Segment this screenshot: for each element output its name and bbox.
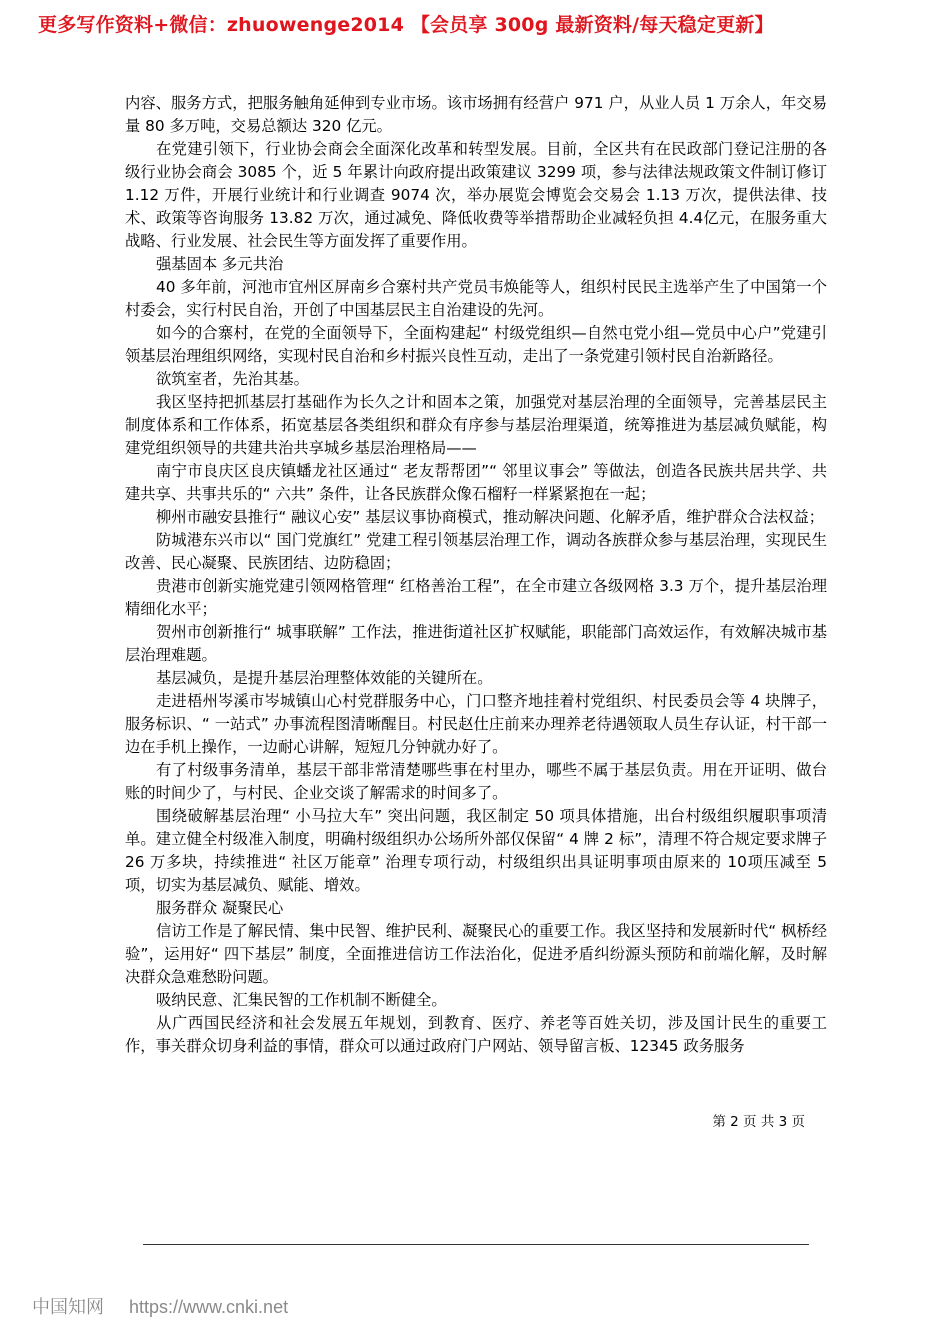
paragraph: 40 多年前，河池市宜州区屏南乡合寨村共产党员韦焕能等人，组织村民民主选举产生了中国第一个村委会，实行村民自治，开创了中国基层民主自治建设的先河。 bbox=[125, 278, 827, 319]
paragraph: 柳州市融安县推行“ 融议心安” 基层议事协商模式，推动解决问题、化解矛盾，维护群众合法权益； bbox=[156, 508, 825, 526]
paragraph: 贵港市创新实施党建引领网格管理“ 红格善治工程”，在全市建立各级网格 3.3 万个，提升基层治理精细化水平； bbox=[125, 577, 827, 618]
promo-banner: 更多写作资料+微信：zhuowenge2014 【会员享 300g 最新资料/每天稳定更新】 bbox=[38, 14, 774, 36]
section-heading: 强基固本 多元共治 bbox=[156, 255, 284, 273]
paragraph: 欲筑室者，先治其基。 bbox=[156, 370, 309, 388]
paragraph: 走进梧州岑溪市岑城镇山心村党群服务中心，门口整齐地挂着村党组织、村民委员会等 4 块牌子，服务标识、“ 一站式” 办事流程图清晰醒目。村民赵仕庄前来办理养老待遇领取人员生存认证，村干部一边在手机上操作，一边耐心讲解，短短几分钟就办好了。 bbox=[125, 692, 827, 756]
paragraph: 基层减负，是提升基层治理整体效能的关键所在。 bbox=[156, 669, 493, 687]
paragraph: 我区坚持把抓基层打基础作为长久之计和固本之策，加强党对基层治理的全面领导，完善基层民主制度体系和工作体系，拓宽基层各类组织和群众有序参与基层治理渠道，统筹推进为基层减负赋能，构建党组织领导的共建共治共享城乡基层治理格局—— bbox=[125, 393, 827, 457]
paragraph: 围绕破解基层治理“ 小马拉大车” 突出问题，我区制定 50 项具体措施，出台村级组织履职事项清单。建立健全村级准入制度，明确村级组织办公场所外部仅保留“ 4 牌 2 标”，清理不符合规定要求牌子 26 万多块，持续推进“ 社区万能章” 治理专项行动，村级组织出具证明事项由原来的 10项压减至 5 项，切实为基层减负、赋能、增效。 bbox=[125, 807, 827, 894]
paragraph: 吸纳民意、汇集民智的工作机制不断健全。 bbox=[156, 991, 447, 1009]
section-heading: 服务群众 凝聚民心 bbox=[156, 899, 284, 917]
paragraph: 信访工作是了解民情、集中民智、维护民利、凝聚民心的重要工作。我区坚持和发展新时代“ 枫桥经验”，运用好“ 四下基层” 制度，全面推进信访工作法治化，促进矛盾纠纷源头预防和前端化解，及时解决群众急难愁盼问题。 bbox=[125, 922, 827, 986]
paragraph: 如今的合寨村，在党的全面领导下，全面构建起“ 村级党组织—自然屯党小组—党员中心户”党建引领基层治理组织网络，实现村民自治和乡村振兴良性互动，走出了一条党建引领村民自治新路径。 bbox=[125, 324, 827, 365]
paragraph: 内容、服务方式，把服务触角延伸到专业市场。该市场拥有经营户 971 户，从业人员 1 万余人，年交易量 80 多万吨，交易总额达 320 亿元。 bbox=[125, 94, 827, 135]
paragraph: 防城港东兴市以“ 国门党旗红” 党建工程引领基层治理工作，调动各族群众参与基层治理，实现民生改善、民心凝聚、民族团结、边防稳固； bbox=[125, 531, 827, 572]
paragraph: 在党建引领下，行业协会商会全面深化改革和转型发展。目前，全区共有在民政部门登记注册的各级行业协会商会 3085 个，近 5 年累计向政府提出政策建议 3299 项，参与法律法规政策文件制订修订 1.12 万件，开展行业统计和行业调查 9074 次，举办展览会博览会交易会 1.13 万次，提供法律、技术、政策等咨询服务 13.82 万次，通过减免、降低收费等举措帮助企业减轻负担 4.4亿元，在服务重大战略、行业发展、社会民生等方面发挥了重要作用。 bbox=[125, 140, 827, 250]
paragraph: 贺州市创新推行“ 城事联解” 工作法，推进街道社区扩权赋能，职能部门高效运作，有效解决城市基层治理难题。 bbox=[125, 623, 827, 664]
cnki-watermark bbox=[32, 1293, 288, 1319]
page-number: 第 2 页 共 3 页 bbox=[712, 1114, 805, 1130]
watermark-site-name: 中国知网 bbox=[32, 1297, 104, 1317]
footer-divider bbox=[143, 1244, 809, 1245]
article-body bbox=[125, 92, 827, 1058]
paragraph: 有了村级事务清单，基层干部非常清楚哪些事在村里办，哪些不属于基层负责。用在开证明、做台账的时间少了，与村民、企业交谈了解需求的时间多了。 bbox=[125, 761, 827, 802]
paragraph: 从广西国民经济和社会发展五年规划，到教育、医疗、养老等百姓关切，涉及国计民生的重要工作，事关群众切身利益的事情，群众可以通过政府门户网站、领导留言板、12345 政务服务 bbox=[125, 1014, 827, 1055]
watermark-url: https://www.cnki.net bbox=[129, 1297, 289, 1317]
paragraph: 南宁市良庆区良庆镇蟠龙社区通过“ 老友帮帮团”“ 邻里议事会” 等做法，创造各民族共居共学、共建共享、共事共乐的“ 六共” 条件，让各民族群众像石榴籽一样紧紧抱在一起； bbox=[125, 462, 827, 503]
